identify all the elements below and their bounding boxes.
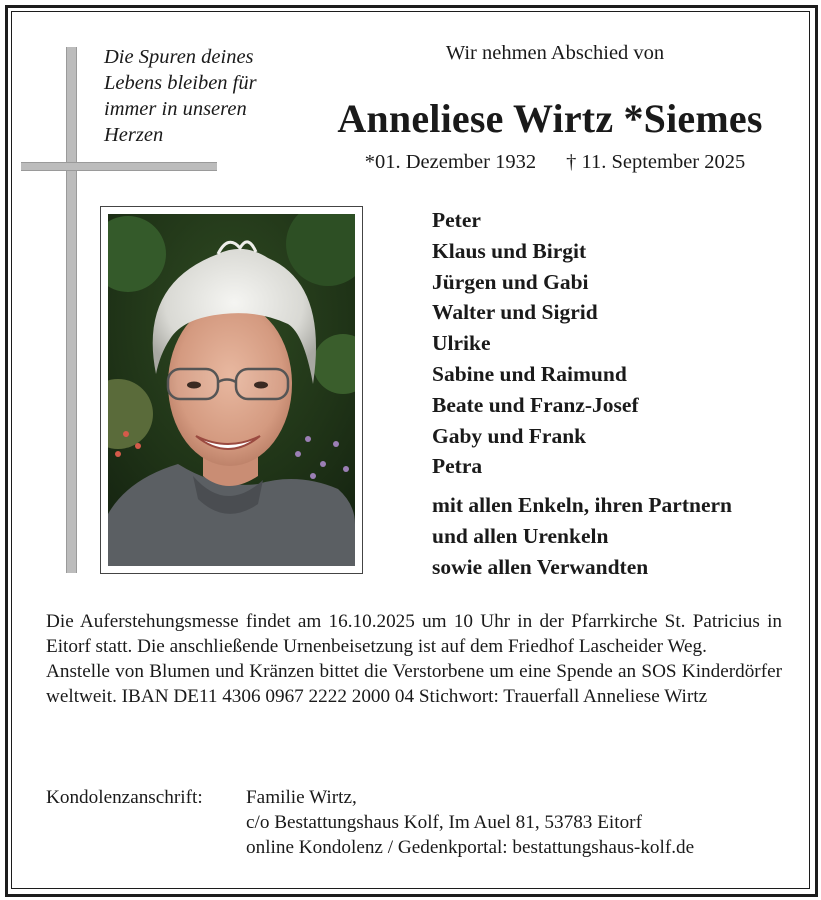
cross-icon-crossbar	[21, 162, 217, 171]
mourner-name: Beate und Franz-Josef	[432, 392, 639, 417]
condolence-line: Familie Wirtz,	[246, 787, 357, 808]
extended-family-line: sowie allen Verwandten	[432, 555, 649, 579]
condolence-label: Kondolenzanschrift:	[46, 787, 203, 808]
death-date: † 11. September 2025	[566, 151, 746, 173]
extended-family	[432, 490, 802, 583]
mourner-list	[432, 205, 802, 482]
mourner-name: Jürgen und Gabi	[432, 269, 589, 294]
donation-notice: Anstelle von Blumen und Kränzen bittet die Verstorbene um eine Spende an SOS Kinderdörfer weltweit. IBAN DE11 4306 0967 2222 2000 04 Stichwort: Trauerfall Anneliese Wirtz	[46, 661, 782, 707]
birth-date: *01. Dezember 1932	[364, 151, 537, 173]
portrait-frame	[100, 206, 363, 574]
mourner-name: Gaby und Frank	[432, 423, 587, 448]
condolence-line: online Kondolenz / Gedenkportal: bestattungshaus-kolf.de	[246, 837, 695, 858]
quote-line: immer in unseren	[104, 98, 247, 120]
quote-line: Herzen	[104, 124, 164, 146]
deceased-name: Anneliese Wirtz *Siemes	[337, 96, 763, 141]
life-dates	[330, 151, 780, 174]
portrait-photo	[108, 214, 355, 566]
memorial-quote	[104, 44, 304, 148]
extended-family-line: mit allen Enkeln, ihren Partnern	[432, 493, 733, 517]
mourner-name: Sabine und Raimund	[432, 361, 627, 386]
mourner-name: Peter	[432, 208, 481, 232]
notice-text	[46, 609, 782, 709]
quote-line: Lebens bleiben für	[104, 72, 257, 94]
condolence-line: c/o Bestattungshaus Kolf, Im Auel 81, 53783 Eitorf	[246, 812, 642, 833]
farewell-intro: Wir nehmen Abschied von	[445, 42, 665, 64]
mourner-name: Walter und Sigrid	[432, 300, 598, 325]
mourner-name: Petra	[432, 454, 483, 479]
quote-line: Die Spuren deines	[104, 46, 254, 68]
condolence-lines	[246, 785, 694, 860]
extended-family-line: und allen Urenkeln	[432, 524, 609, 548]
mourner-name: Ulrike	[432, 331, 491, 356]
mourner-name: Klaus und Birgit	[432, 238, 587, 263]
cross-icon	[66, 47, 77, 573]
service-notice: Die Auferstehungsmesse findet am 16.10.2025 um 10 Uhr in der Pfarrkirche St. Patricius in Eitorf statt. Die anschließende Urnenbeisetzung ist auf dem Friedhof Lascheider Weg.	[46, 611, 782, 657]
